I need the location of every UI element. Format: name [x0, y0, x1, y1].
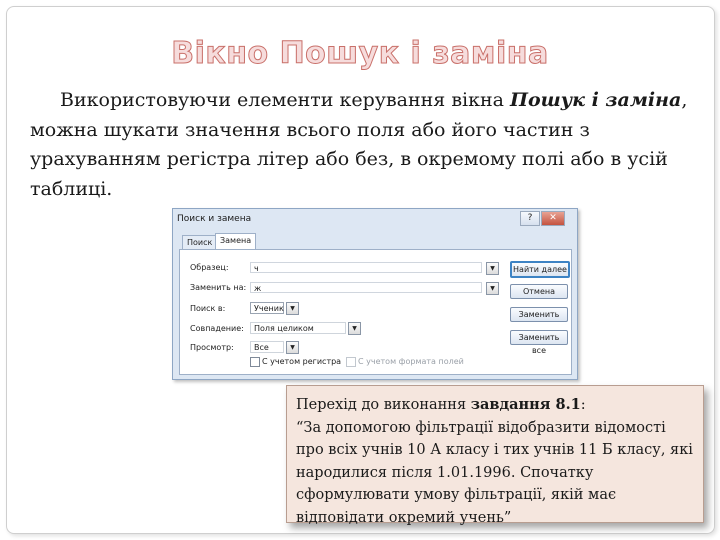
find-replace-dialog	[172, 208, 578, 380]
note-heading-suffix: :	[580, 397, 586, 413]
replace-button[interactable]: Заменить	[510, 307, 568, 322]
note-heading	[296, 394, 694, 417]
search-direction-select[interactable]: Все	[250, 341, 284, 353]
match-case-label: С учетом регистра	[262, 357, 342, 366]
close-icon: ✕	[549, 213, 557, 223]
match-select[interactable]: Поля целиком	[250, 322, 346, 334]
note-heading-prefix: Перехід до виконання	[296, 397, 471, 413]
search-format-label: С учетом формата полей	[358, 357, 464, 366]
tab-find[interactable]: Поиск	[182, 235, 217, 250]
note-text: “За допомогою фільтрації відобразити відомості про всіх учнів 10 А класу і тих учнів 11 Б класу, які народилися після 1.01.1996. Спочатку сформулювати умову фільтрації, якій має відповідати окремий учень”	[296, 419, 693, 526]
chevron-down-icon: ▼	[352, 325, 357, 332]
match-label: Совпадение:	[190, 324, 244, 333]
dialog-panel	[179, 249, 572, 375]
body-paragraph	[30, 86, 695, 204]
tab-replace[interactable]: Замена	[215, 233, 256, 250]
find-dropdown-button[interactable]	[486, 262, 499, 275]
dialog-title: Поиск и замена	[177, 214, 252, 224]
chevron-down-icon: ▼	[290, 344, 295, 351]
lookin-dropdown-button[interactable]	[286, 302, 299, 315]
chevron-down-icon: ▼	[490, 265, 495, 272]
body-text-part2: , можна шукати значення всього поля або його частин з урахуванням регістра літер або без, в окремому полі або в усій таблиці.	[30, 89, 688, 200]
help-button[interactable]	[520, 211, 540, 226]
help-icon: ?	[527, 213, 533, 223]
lookin-select[interactable]: Ученик	[250, 302, 284, 314]
search-direction-dropdown-button[interactable]	[286, 341, 299, 354]
find-input[interactable]: ч	[250, 262, 482, 273]
chevron-down-icon: ▼	[490, 285, 495, 292]
lookin-label: Поиск в:	[190, 304, 226, 313]
search-format-checkbox	[346, 357, 356, 367]
match-dropdown-button[interactable]	[348, 322, 361, 335]
slide-title: Вікно Пошук і заміна	[171, 36, 549, 71]
find-next-button[interactable]: Найти далее	[510, 261, 570, 278]
match-case-checkbox[interactable]	[250, 357, 260, 367]
body-text-part1: Використовуючи елементи керування вікна	[60, 89, 511, 111]
note-task-number: завдання 8.1	[470, 396, 581, 413]
close-button[interactable]	[541, 211, 565, 226]
replace-dropdown-button[interactable]	[486, 282, 499, 295]
replace-label: Заменить на:	[190, 283, 247, 292]
task-note-box	[286, 385, 704, 526]
chevron-down-icon: ▼	[290, 305, 295, 312]
replace-all-button[interactable]: Заменить все	[510, 330, 568, 345]
find-label: Образец:	[190, 263, 229, 272]
search-direction-label: Просмотр:	[190, 343, 234, 352]
body-emphasis: Пошук і заміна	[510, 89, 682, 111]
replace-input[interactable]: ж	[250, 282, 482, 293]
cancel-button[interactable]: Отмена	[510, 284, 568, 299]
